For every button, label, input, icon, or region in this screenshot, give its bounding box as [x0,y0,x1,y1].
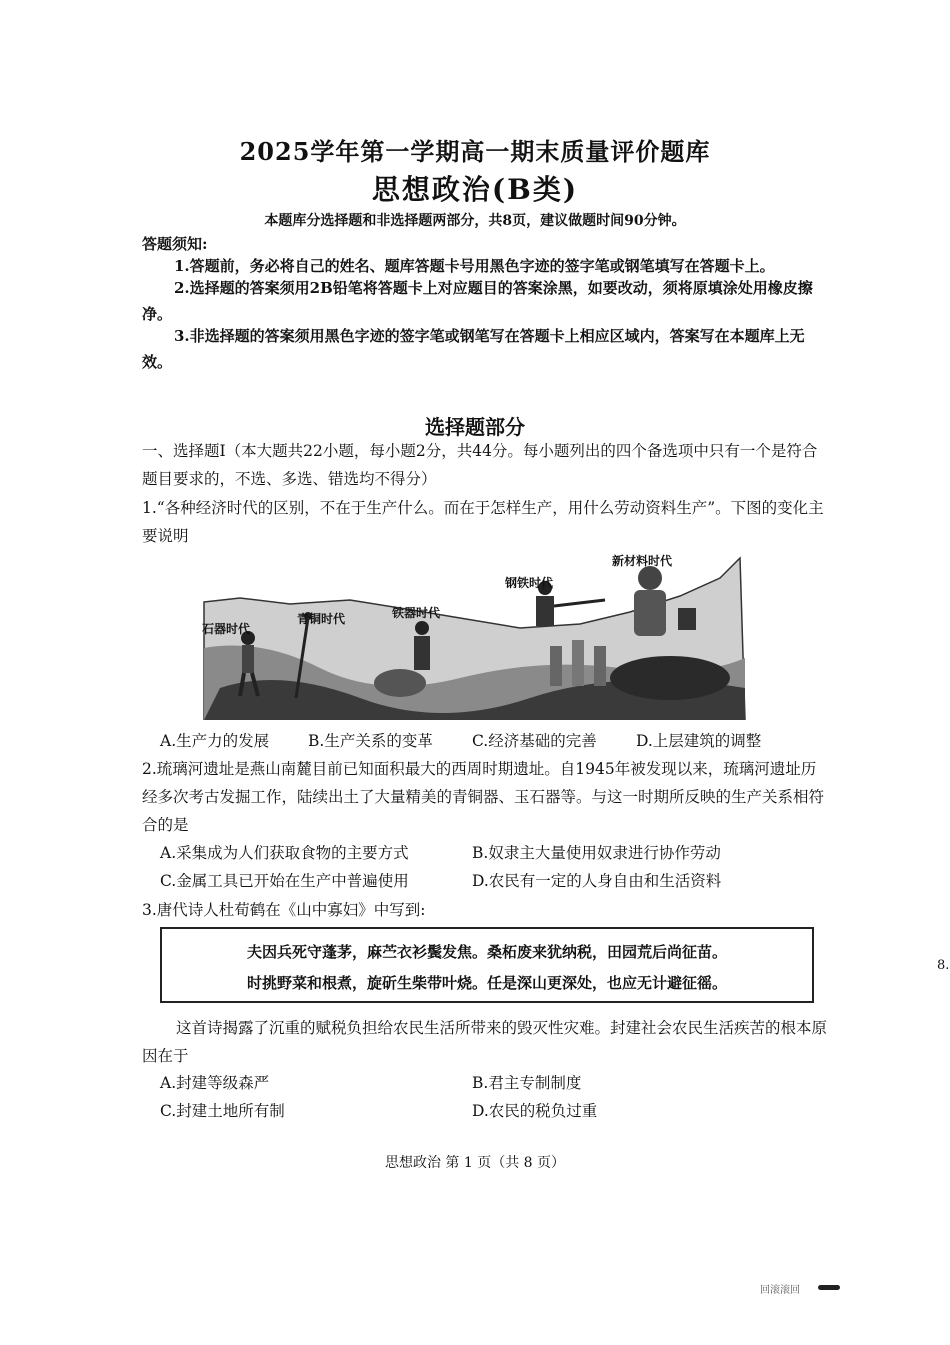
corner-bar [818,1285,840,1290]
question-3-stem-2: 这首诗揭露了沉重的赋税负担给农民生活所带来的毁灭性灾难。封建社会农民生活疾苦的根本原因在于 [142,1019,828,1065]
q2-option-b: B.奴隶主大量使用奴隶进行协作劳动 [472,844,721,862]
q3-option-d: D.农民的税负过重 [472,1102,598,1120]
poem-line-1: 夫因兵死守蓬茅，麻苎衣衫鬓发焦。桑柘废来犹纳税，田园荒后尚征苗。 [246,943,727,961]
section-title: 选择题部分 [425,415,525,439]
q2-option-a: A.采集成为人们获取食物的主要方式 [160,844,409,862]
label-stone-age: 石器时代 [202,622,251,636]
notice-rule-1: 1.答题前，务必将自己的姓名、题库答题卡号用黑色字迹的签字笔或钢笔填写在答题卡上。 [174,257,775,275]
q1-figure [200,548,748,720]
q3-option-c: C.封建土地所有制 [160,1102,285,1120]
exam-intro: 本题库分选择题和非选择题两部分，共8页，建议做题时间90分钟。 [264,213,686,229]
notice-rule-3: 3.非选择题的答案须用黑色字迹的签字笔或钢笔写在答题卡上相应区域内，答案写在本题库上无效。 [142,327,805,371]
label-steel-age: 钢铁时代 [505,576,554,590]
q1-option-b: B.生产关系的变革 [308,732,433,750]
question-2-stem: 2.琉璃河遗址是燕山南麓目前已知面积最大的西周时期遗址。自1945年被发现以来，琉璃河遗址历经多次考古发掘工作，陆续出土了大量精美的青铜器、玉石器等。与这一时期所反映的生产关系相符合的是 [142,760,825,834]
label-new-material-age: 新材料时代 [612,554,673,568]
notice-heading: 答题须知: [142,235,208,253]
exam-title: 2025学年第一学期高一期末质量评价题库 [239,137,711,166]
poem-box [160,927,814,1003]
q2-option-c: C.金属工具已开始在生产中普遍使用 [160,872,409,890]
label-iron-age: 铁器时代 [392,606,441,620]
corner-text: 回滚滚回 [760,1285,800,1296]
part-heading: 一、选择题Ⅰ（本大题共22小题，每小题2分，共44分。每小题列出的四个备选项中只有一个是符合题目要求的，不选、多选、错选均不得分） [142,442,818,488]
q1-option-d: D.上层建筑的调整 [636,732,762,750]
q3-option-b: B.君主专制制度 [472,1074,582,1092]
q1-option-a: A.生产力的发展 [160,732,270,750]
label-bronze-age: 青铜时代 [297,612,346,626]
poem-line-2: 时挑野菜和根煮，旋斫生柴带叶烧。任是深山更深处，也应无计避征徭。 [246,974,727,992]
eras-illustration [200,548,748,720]
subject-title: 思想政治(B类) [371,173,579,206]
q1-option-c: C.经济基础的完善 [472,732,597,750]
question-3-stem: 3.唐代诗人杜荀鹤在《山中寡妇》中写到: [142,901,426,919]
q3-option-a: A.封建等级森严 [160,1074,270,1092]
page-footer: 思想政治 第 1 页（共 8 页） [384,1155,566,1171]
notice-rule-2: 2.选择题的答案须用2B铅笔将答题卡上对应题目的答案涂黑，如要改动，须将原填涂处用橡皮擦净。 [142,279,813,323]
edge-mark: 8. [937,958,950,973]
question-1-stem: 1.“各种经济时代的区别，不在于生产什么。而在于怎样生产，用什么劳动资料生产”。下图的变化主要说明 [142,499,824,545]
q2-option-d: D.农民有一定的人身自由和生活资料 [472,872,722,890]
